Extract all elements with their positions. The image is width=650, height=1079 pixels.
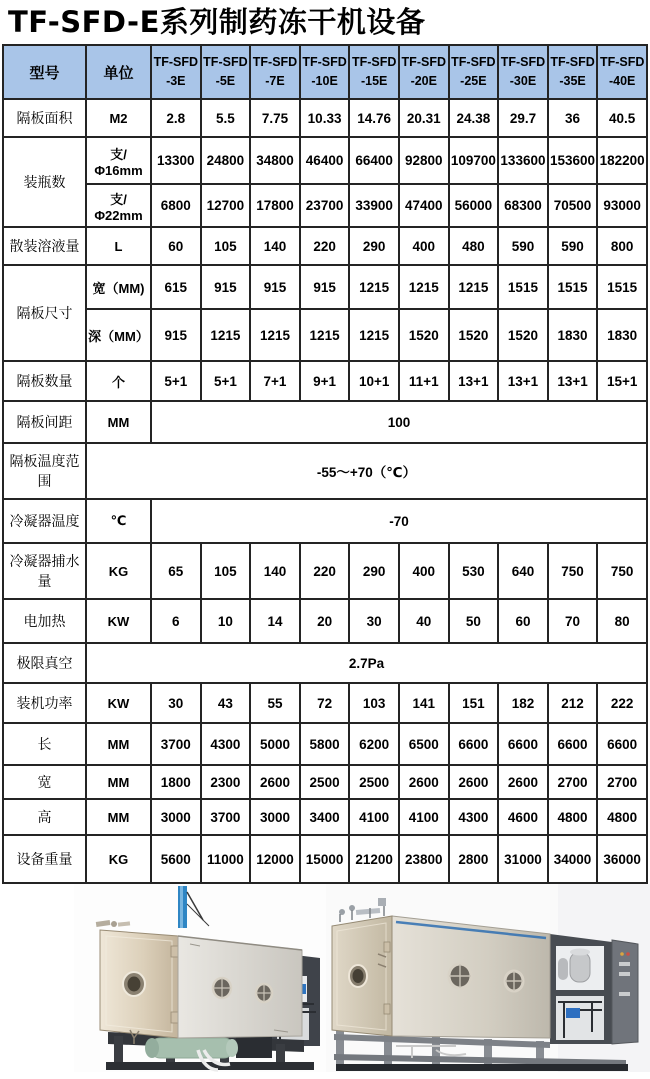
value-cell: 30 — [349, 599, 399, 643]
value-cell: 21200 — [349, 835, 399, 883]
value-cell: 23800 — [399, 835, 449, 883]
model-header-3E — [151, 45, 201, 99]
value-cell: 103 — [349, 683, 399, 723]
value-cell: 3700 — [201, 799, 251, 835]
value-cell: 2700 — [548, 765, 598, 799]
value-cell: 12700 — [201, 184, 251, 227]
table-row — [3, 99, 647, 137]
value-cell: 220 — [300, 227, 350, 265]
value-cell: 6600 — [498, 723, 548, 765]
table-row — [3, 835, 647, 883]
table-row — [3, 723, 647, 765]
value-cell: 6800 — [151, 184, 201, 227]
freeze-dryer-photo-right — [326, 884, 650, 1072]
value-cell: 590 — [548, 227, 598, 265]
unit-cell: KG — [86, 835, 151, 883]
model-name-line: TF-SFD — [203, 54, 248, 69]
value-cell: 29.7 — [498, 99, 548, 137]
value-cell: 3000 — [250, 799, 300, 835]
model-suffix-line: -40E — [608, 74, 636, 88]
value-cell: 1215 — [399, 265, 449, 309]
value-cell: 60 — [498, 599, 548, 643]
unit-cell: KW — [86, 599, 151, 643]
value-cell: 1515 — [548, 265, 598, 309]
value-cell: 480 — [449, 227, 499, 265]
row-label: 隔板面积 — [3, 99, 86, 137]
value-cell: 2600 — [250, 765, 300, 799]
table-row — [3, 227, 647, 265]
value-cell: 68300 — [498, 184, 548, 227]
value-cell: 36 — [548, 99, 598, 137]
spec-table — [2, 44, 648, 884]
model-suffix-line: -15E — [360, 74, 388, 88]
value-cell: 140 — [250, 543, 300, 599]
model-header-5E — [201, 45, 251, 99]
model-name-line: TF-SFD — [153, 54, 199, 69]
value-cell: 43 — [201, 683, 251, 723]
unit-column-header: 单位 — [86, 45, 151, 99]
value-cell: 290 — [349, 543, 399, 599]
row-label: 隔板温度范围 — [3, 443, 86, 499]
model-name-line: TF-SFD — [451, 54, 496, 69]
value-cell: 5600 — [151, 835, 201, 883]
value-cell: 31000 — [498, 835, 548, 883]
value-cell: 12000 — [250, 835, 300, 883]
value-cell: 5.5 — [201, 99, 251, 137]
value-cell: 60 — [151, 227, 201, 265]
model-name-line: TF-SFD — [252, 54, 298, 69]
value-cell: 10+1 — [349, 361, 399, 401]
value-cell: 10 — [201, 599, 251, 643]
model-name-line: TF-SFD — [401, 54, 446, 69]
value-cell: 4600 — [498, 799, 548, 835]
row-label: 装机功率 — [3, 683, 86, 723]
value-cell: 50 — [449, 599, 499, 643]
value-cell: 105 — [201, 227, 251, 265]
value-cell: 6500 — [399, 723, 449, 765]
value-cell: 72 — [300, 683, 350, 723]
row-label: 冷凝器捕水量 — [3, 543, 86, 599]
value-cell: 6600 — [449, 723, 499, 765]
model-name-line: TF-SFD — [351, 54, 397, 69]
model-suffix-line: -35E — [559, 74, 586, 88]
unit-cell: MM — [86, 723, 151, 765]
table-row — [3, 543, 647, 599]
value-cell: 915 — [300, 265, 350, 309]
value-cell: 141 — [399, 683, 449, 723]
value-cell: 915 — [151, 309, 201, 361]
photo-spacer — [0, 1062, 74, 1072]
value-cell: 20.31 — [399, 99, 449, 137]
unit-cell: M2 — [86, 99, 151, 137]
value-cell: 6 — [151, 599, 201, 643]
value-cell: 65 — [151, 543, 201, 599]
value-cell: 3400 — [300, 799, 350, 835]
merged-value-cell: 100 — [151, 401, 647, 443]
value-cell: 13+1 — [548, 361, 598, 401]
value-cell: 14 — [250, 599, 300, 643]
unit-cell: KW — [86, 683, 151, 723]
product-photo-strip — [0, 884, 650, 1072]
value-cell: 6600 — [597, 723, 647, 765]
value-cell: 400 — [399, 543, 449, 599]
value-cell: 36000 — [597, 835, 647, 883]
value-cell: 4800 — [548, 799, 598, 835]
value-cell: 915 — [201, 265, 251, 309]
value-cell: 10.33 — [300, 99, 350, 137]
value-cell: 2.8 — [151, 99, 201, 137]
row-label: 电加热 — [3, 599, 86, 643]
merged-value-cell: -55～+70（℃） — [86, 443, 647, 499]
value-cell: 530 — [449, 543, 499, 599]
value-cell: 1800 — [151, 765, 201, 799]
value-cell: 23700 — [300, 184, 350, 227]
value-cell: 14.76 — [349, 99, 399, 137]
model-suffix-line: -10E — [311, 74, 338, 88]
value-cell: 7+1 — [250, 361, 300, 401]
model-suffix-line: -7E — [265, 74, 285, 88]
value-cell: 590 — [498, 227, 548, 265]
value-cell: 4800 — [597, 799, 647, 835]
value-cell: 1830 — [597, 309, 647, 361]
value-cell: 4100 — [399, 799, 449, 835]
row-label: 装瓶数 — [3, 137, 86, 227]
unit-cell: L — [86, 227, 151, 265]
value-cell: 133600 — [498, 137, 548, 184]
value-cell: 915 — [250, 265, 300, 309]
table-row — [3, 309, 647, 361]
value-cell: 290 — [349, 227, 399, 265]
unit-cell: MM — [86, 765, 151, 799]
table-row — [3, 643, 647, 683]
value-cell: 2500 — [349, 765, 399, 799]
value-cell: 6600 — [548, 723, 598, 765]
value-cell: 640 — [498, 543, 548, 599]
table-row — [3, 265, 647, 309]
value-cell: 1520 — [399, 309, 449, 361]
value-cell: 24800 — [201, 137, 251, 184]
value-cell: 46400 — [300, 137, 350, 184]
page-title: TF-SFD-E系列制药冻干机设备 — [8, 5, 426, 39]
model-suffix-line: -3E — [166, 74, 186, 88]
value-cell: 5+1 — [151, 361, 201, 401]
model-suffix-line: -5E — [215, 74, 236, 88]
value-cell: 222 — [597, 683, 647, 723]
value-cell: 55 — [250, 683, 300, 723]
value-cell: 2700 — [597, 765, 647, 799]
row-label: 极限真空 — [3, 643, 86, 683]
model-name-line: TF-SFD — [599, 54, 645, 69]
model-name-line: TF-SFD — [500, 54, 546, 69]
value-cell: 2300 — [201, 765, 251, 799]
model-header-25E — [449, 45, 499, 99]
model-header-40E — [597, 45, 647, 99]
value-cell: 2600 — [498, 765, 548, 799]
value-cell: 4300 — [201, 723, 251, 765]
unit-cell: 宽（MM) — [86, 265, 151, 309]
value-cell: 7.75 — [250, 99, 300, 137]
value-cell: 11000 — [201, 835, 251, 883]
model-header-30E — [498, 45, 548, 99]
value-cell: 4100 — [349, 799, 399, 835]
merged-value-cell: -70 — [151, 499, 647, 543]
value-cell: 40.5 — [597, 99, 647, 137]
value-cell: 17800 — [250, 184, 300, 227]
value-cell: 212 — [548, 683, 598, 723]
unit-cell: MM — [86, 401, 151, 443]
unit-cell: 支/Φ22mm — [86, 184, 151, 227]
value-cell: 13+1 — [498, 361, 548, 401]
row-label: 冷凝器温度 — [3, 499, 86, 543]
table-row — [3, 765, 647, 799]
value-cell: 2500 — [300, 765, 350, 799]
value-cell: 153600 — [548, 137, 598, 184]
table-row — [3, 137, 647, 184]
value-cell: 1520 — [498, 309, 548, 361]
freeze-dryer-photo-left — [74, 884, 326, 1072]
value-cell: 34800 — [250, 137, 300, 184]
value-cell: 1215 — [300, 309, 350, 361]
table-row — [3, 499, 647, 543]
value-cell: 40 — [399, 599, 449, 643]
value-cell: 5+1 — [201, 361, 251, 401]
row-label: 设备重量 — [3, 835, 86, 883]
row-label: 高 — [3, 799, 86, 835]
value-cell: 13+1 — [449, 361, 499, 401]
value-cell: 2600 — [449, 765, 499, 799]
table-row — [3, 401, 647, 443]
value-cell: 1215 — [349, 309, 399, 361]
value-cell: 750 — [548, 543, 598, 599]
table-header-row — [3, 45, 647, 99]
value-cell: 93000 — [597, 184, 647, 227]
value-cell: 13300 — [151, 137, 201, 184]
value-cell: 151 — [449, 683, 499, 723]
model-suffix-line: -25E — [460, 74, 487, 88]
value-cell: 6200 — [349, 723, 399, 765]
value-cell: 56000 — [449, 184, 499, 227]
model-header-35E — [548, 45, 598, 99]
model-column-header: 型号 — [3, 45, 86, 99]
value-cell: 34000 — [548, 835, 598, 883]
value-cell: 2600 — [399, 765, 449, 799]
value-cell: 15+1 — [597, 361, 647, 401]
value-cell: 220 — [300, 543, 350, 599]
table-row — [3, 184, 647, 227]
model-name-line: TF-SFD — [550, 54, 595, 69]
row-label: 隔板数量 — [3, 361, 86, 401]
row-label: 隔板间距 — [3, 401, 86, 443]
value-cell: 1515 — [597, 265, 647, 309]
value-cell: 3700 — [151, 723, 201, 765]
value-cell: 92800 — [399, 137, 449, 184]
value-cell: 15000 — [300, 835, 350, 883]
model-suffix-line: -30E — [509, 74, 537, 88]
value-cell: 80 — [597, 599, 647, 643]
value-cell: 11+1 — [399, 361, 449, 401]
value-cell: 140 — [250, 227, 300, 265]
value-cell: 800 — [597, 227, 647, 265]
value-cell: 1515 — [498, 265, 548, 309]
value-cell: 5000 — [250, 723, 300, 765]
value-cell: 33900 — [349, 184, 399, 227]
merged-value-cell: 2.7Pa — [86, 643, 647, 683]
value-cell: 1215 — [250, 309, 300, 361]
value-cell: 109700 — [449, 137, 499, 184]
value-cell: 70 — [548, 599, 598, 643]
table-row — [3, 443, 647, 499]
table-row — [3, 683, 647, 723]
value-cell: 5800 — [300, 723, 350, 765]
value-cell: 1215 — [449, 265, 499, 309]
value-cell: 1215 — [349, 265, 399, 309]
unit-cell: 深（MM） — [86, 309, 151, 361]
value-cell: 24.38 — [449, 99, 499, 137]
table-row — [3, 599, 647, 643]
row-label: 散装溶液量 — [3, 227, 86, 265]
row-label: 宽 — [3, 765, 86, 799]
value-cell: 1830 — [548, 309, 598, 361]
value-cell: 750 — [597, 543, 647, 599]
value-cell: 400 — [399, 227, 449, 265]
value-cell: 3000 — [151, 799, 201, 835]
model-header-7E — [250, 45, 300, 99]
value-cell: 182 — [498, 683, 548, 723]
value-cell: 70500 — [548, 184, 598, 227]
model-header-15E — [349, 45, 399, 99]
value-cell: 105 — [201, 543, 251, 599]
value-cell: 66400 — [349, 137, 399, 184]
value-cell: 1520 — [449, 309, 499, 361]
value-cell: 2800 — [449, 835, 499, 883]
unit-cell: MM — [86, 799, 151, 835]
unit-cell: ℃ — [86, 499, 151, 543]
value-cell: 20 — [300, 599, 350, 643]
table-row — [3, 799, 647, 835]
model-suffix-line: -20E — [410, 74, 437, 88]
row-label: 长 — [3, 723, 86, 765]
model-name-line: TF-SFD — [302, 54, 347, 69]
model-header-20E — [399, 45, 449, 99]
unit-cell: KG — [86, 543, 151, 599]
model-header-10E — [300, 45, 350, 99]
unit-cell: 个 — [86, 361, 151, 401]
value-cell: 30 — [151, 683, 201, 723]
value-cell: 182200 — [597, 137, 647, 184]
row-label: 隔板尺寸 — [3, 265, 86, 361]
value-cell: 4300 — [449, 799, 499, 835]
value-cell: 47400 — [399, 184, 449, 227]
value-cell: 9+1 — [300, 361, 350, 401]
unit-cell: 支/Φ16mm — [86, 137, 151, 184]
value-cell: 615 — [151, 265, 201, 309]
value-cell: 1215 — [201, 309, 251, 361]
table-row — [3, 361, 647, 401]
